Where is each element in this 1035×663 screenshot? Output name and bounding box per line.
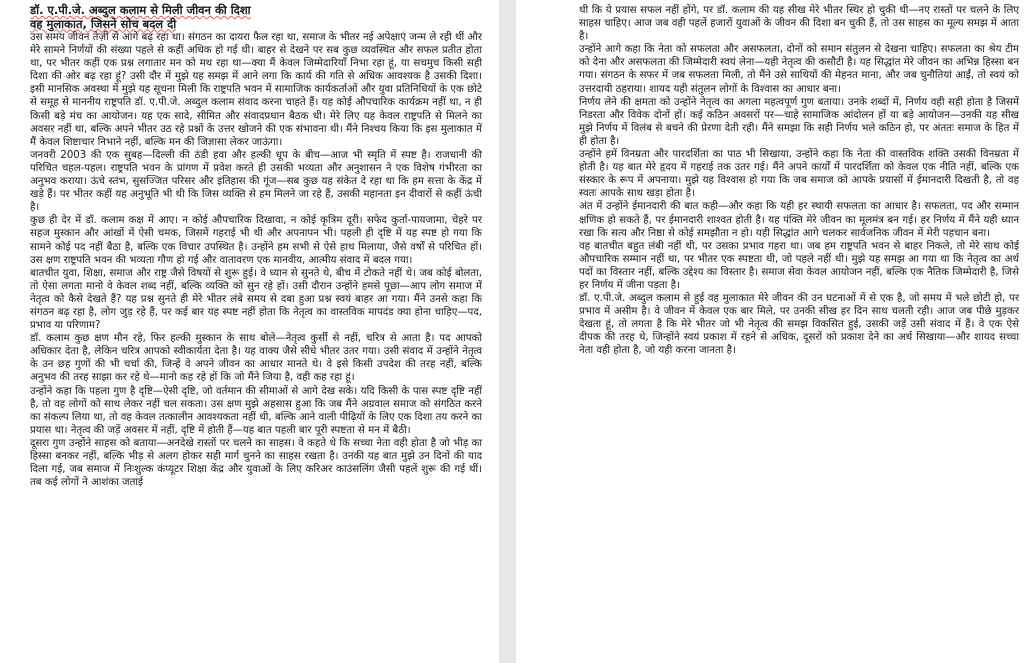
document-title: डॉ. ए.पी.जे. अब्दुल कलाम से मिली जीवन की दिशा — [30, 3, 251, 17]
paragraph: वह बातचीत बहुत लंबी नहीं थी, पर उसका प्रभाव गहरा था। जब हम राष्ट्रपति भवन से बाहर निकले, तो मेरे साथ कोई औपचारिक सम्मान नहीं था, पर भीतर एक स्पष्टता थी, जो पहले नहीं थी। मुझे यह समझ आ गया था कि नेतृत्व का अर्थ पदों का विस्तार नहीं, बल्कि उद्देश्य का विस्तार है। समाज सेवा केवल आयोजन नहीं, बल्कि एक नैतिक जिम्मेदारी है, जिसे हर निर्णय में जीना पड़ता है। — [579, 240, 1019, 291]
paragraph: डॉ. ए.पी.जे. अब्दुल कलाम से हुई वह मुलाकात मेरे जीवन की उन घटनाओं में से एक है, जो समय में भले छोटी हो, पर प्रभाव में असीम है। वे जीवन में केवल एक बार मिले, पर उनकी सीख हर दिन साथ चलती रही। आज जब पीछे मुड़कर देखता हूं, तो लगता है कि मेरे भीतर जो भी नेतृत्व की समझ विकसित हुई, उसकी जड़ें उसी संवाद में हैं। वे एक ऐसे दीपक की तरह थे, जिन्होंने स्वयं प्रकाश में रहने से अधिक, दूसरों को प्रकाश देने का अर्थ सिखाया—और शायद सच्चा नेता वही होता है, जो यही करना जानता है। — [579, 293, 1019, 357]
paragraph: थी कि ये प्रयास सफल नहीं होंगे, पर डॉ. कलाम की यह सीख मेरे भीतर स्थिर हो चुकी थी—नए रास्तों पर चलने के लिए साहस चाहिए। आज जब वही पहलें हजारों युवाओं के जीवन की दिशा बन चुकी हैं, तो उस साहस का मूल्य समझ में आता है। — [579, 5, 1019, 43]
page-content-right — [579, 4, 1019, 358]
page-content-left — [30, 4, 482, 489]
document-page-left — [0, 0, 499, 663]
document-subtitle: वह मुलाकात, जिसने सोच बदल दी — [30, 16, 177, 31]
paragraph: जनवरी 2003 की एक सुबह—दिल्ली की ठंडी हवा और हल्की धूप के बीच—आज भी स्मृति में स्पष्ट है। राजधानी की परिचित चहल-पहल। राष्ट्रपति भवन के प्रांगण में प्रवेश करते ही उसकी भव्यता और अनुशासन ने एक विशेष गंभीरता का अनुभव कराया। ऊंचे स्तंभ, सुसज्जित परिसर और इतिहास की गूंज—सब कुछ यह संकेत दे रहा था कि हम सत्ता के केंद्र में खड़े हैं। पर भीतर कहीं यह अनुभूति भी थी कि जिस व्यक्ति से हम मिलने जा रहे हैं, उसकी महानता इन दीवारों से कहीं ऊंची है। — [30, 149, 482, 214]
paragraph: दूसरा गुण उन्होंने साहस को बताया—अनदेखे रास्तों पर चलने का साहस। वे कहते थे कि सच्चा नेता वही होता है जो भीड़ का हिस्सा बनकर नहीं, बल्कि भीड़ से अलग होकर सही मार्ग चुनने का साहस रखता है। उनकी यह बात मुझे उन दिनों की याद दिला गई, जब समाज में निःशुल्क कंप्यूटर शिक्षा केंद्र और युवाओं के लिए करिअर काउंसलिंग जैसी पहलें शुरू की गई थीं। तब कई लोगों ने आशंका जताई — [30, 437, 482, 489]
paragraph: उन्होंने हमें विनम्रता और पारदर्शिता का पाठ भी सिखाया, उन्होंने कहा कि नेता की वास्तविक शक्ति उसकी विनम्रता में होती है। यह बात मेरे हृदय में गहराई तक उतर गई। मैंने अपने कार्यों में पारदर्शिता को केवल एक नीति नहीं, बल्कि एक संस्कार के रूप में अपनाया। मुझे यह विश्वास हो गया कि जब समाज को आपके प्रयासों में ईमानदारी दिखती है, तो वह स्वतः आपके साथ खड़ा होता है। — [579, 149, 1019, 200]
paragraph: उन्होंने कहा कि पहला गुण है दृष्टि—ऐसी दृष्टि, जो वर्तमान की सीमाओं से आगे देख सके। यदि किसी के पास स्पष्ट दृष्टि नहीं है, तो वह लोगों को साथ लेकर नहीं चल सकता। उस क्षण मुझे अहसास हुआ कि जब मैंने अग्रवाल समाज को संगठित करने का संकल्प लिया था, तो वह केवल तत्कालीन आवश्यकता नहीं थी, बल्कि आने वाली पीढ़ियों के लिए एक दिशा तय करने का प्रयास था। नेतृत्व की जड़ें अवसर में नहीं, दृष्टि में होती हैं—यह बात पहली बार पूरी स्पष्टता से मन में बैठी। — [30, 385, 482, 436]
paragraph: निर्णय लेने की क्षमता को उन्होंने नेतृत्व का अगला महत्वपूर्ण गुण बताया। उनके शब्दों में, निर्णय वही सही होता है जिसमें निडरता और विवेक दोनों हों। कई कठिन अवसरों पर—चाहे सामाजिक आंदोलन हों या बड़े आयोजन—उनकी यह सीख मुझे निर्णय में विलंब से बचने की प्रेरणा देती रही। मैंने समझा कि सही निर्णय भले कठिन हो, पर अंततः समाज के हित में ही होता है। — [579, 96, 1019, 147]
paragraph: अंत में उन्होंने ईमानदारी की बात कही—और कहा कि यही हर स्थायी सफलता का आधार है। सफलता, पद और सम्मान क्षणिक हो सकते हैं, पर ईमानदारी शाश्वत होती है। यह पंक्ति मेरे जीवन का मूलमंत्र बन गई। हर निर्णय में मैंने यही ध्यान रखा कि सत्य और निष्ठा से कोई समझौता न हो। यही सिद्धांत आगे चलकर सार्वजनिक जीवन में मेरी पहचान बना। — [579, 201, 1019, 239]
document-page-right — [516, 0, 1035, 663]
paragraph: बातचीत युवा, शिक्षा, समाज और राष्ट्र जैसे विषयों से शुरू हुई। वे ध्यान से सुनते थे, बीच में टोकते नहीं थे। जब कोई बोलता, तो ऐसा लगता मानो वे केवल शब्द नहीं, बल्कि व्यक्ति को सुन रहे हों। उसी दौरान उन्होंने हमसे पूछा—आप लोग समाज में नेतृत्व को कैसे देखते हैं? यह प्रश्न सुनते ही मेरे भीतर लंबे समय से दबा हुआ प्रश्न स्वयं बाहर आ गया। मैंने उनसे कहा कि संगठन बढ़ रहा है, लोग जुड़ रहे हैं, पर कई बार यह स्पष्ट नहीं होता कि नेतृत्व का वास्तविक मापदंड क्या होना चाहिए—पद, प्रभाव या परिणाम? — [30, 267, 482, 332]
paragraph: उस समय जीवन तेज़ी से आगे बढ़ रहा था। संगठन का दायरा फैल रहा था, समाज के भीतर नई अपेक्षाएं जन्म ले रही थीं और मेरे सामने निर्णयों की संख्या पहले से कहीं अधिक हो गई थी। बाहर से देखने पर सब कुछ व्यवस्थित और सफल प्रतीत होता था, पर भीतर कहीं एक प्रश्न लगातार मन को मथ रहा था—क्या मैं केवल जिम्मेदारियाँ निभा रहा हूं, या सचमुच किसी सही दिशा की ओर बढ़ रहा हूं? उसी दौर में मुझे यह समझ में आने लगा कि कार्य की गति से अधिक आवश्यक है उसकी दिशा। इसी मानसिक अवस्था में मुझे यह सूचना मिली कि राष्ट्रपति भवन में सामाजिक कार्यकर्ताओं और युवा प्रतिनिधियों के एक छोटे से समूह से माननीय राष्ट्रपति डॉ. ए.पी.जे. अब्दुल कलाम संवाद करना चाहते हैं। यह कोई औपचारिक कार्यक्रम नहीं था, न ही किसी बड़े मंच का आयोजन। यह एक सादे, सीमित और संवादप्रधान बैठक थी। मेरे लिए यह केवल राष्ट्रपति से मिलने का अवसर नहीं था, बल्कि अपने भीतर उठ रहे प्रश्नों के उत्तर खोजने की एक संभावना थी। मैंने निश्चय किया कि इस मुलाकात में मैं केवल शिष्टाचार निभाने नहीं, बल्कि मन की जिज्ञासा लेकर जाऊंगा। — [30, 32, 482, 148]
page-gap — [499, 0, 516, 663]
paragraph: उन्होंने आगे कहा कि नेता को सफलता और असफलता, दोनों को समान संतुलन से देखना चाहिए। सफलता का श्रेय टीम को देना और असफलता की जिम्मेदारी स्वयं लेना—यही नेतृत्व की कसौटी है। यह सिद्धांत मेरे जीवन का अभिन्न हिस्सा बन गया। संगठन के सफर में जब सफलता मिली, तो मैंने उसे साथियों की मेहनत माना, और जब चुनौतियां आईं, तो स्वयं को उत्तरदायी ठहराया। शायद यही संतुलन लोगों के विश्वास का आधार बना। — [579, 44, 1019, 95]
paragraph: कुछ ही देर में डॉ. कलाम कक्ष में आए। न कोई औपचारिक दिखावा, न कोई कृत्रिम दूरी। सफेद कुर्ता-पायजामा, चेहरे पर सहज मुस्कान और आंखों में ऐसी चमक, जिसमें गहराई भी थी और अपनापन भी। पहली ही दृष्टि में यह स्पष्ट हो गया कि सामने कोई पद नहीं बैठा है, बल्कि एक विचार उपस्थित है। उन्होंने हम सभी से ऐसे हाथ मिलाया, जैसे वर्षों से परिचित हों। उस क्षण राष्ट्रपति भवन की भव्यता गौण हो गई और वातावरण एक मानवीय, आत्मीय संवाद में बदल गया। — [30, 215, 482, 266]
paragraph: डॉ. कलाम कुछ क्षण मौन रहे, फिर हल्की मुस्कान के साथ बोले—नेतृत्व कुर्सी से नहीं, चरित्र से आता है। पद आपको अधिकार देता है, लेकिन चरित्र आपको स्वीकार्यता देता है। यह वाक्य जैसे सीधे भीतर उतर गया। उसी संवाद में उन्होंने नेतृत्व के उन छह गुणों की भी चर्चा की, जिन्हें वे अपने जीवन का आधार मानते थे। वे इसे किसी उपदेश की तरह नहीं, बल्कि अनुभव की तरह साझा कर रहे थे—मानो कह रहे हों कि जो मैंने जिया है, वही कह रहा हूं। — [30, 333, 482, 384]
